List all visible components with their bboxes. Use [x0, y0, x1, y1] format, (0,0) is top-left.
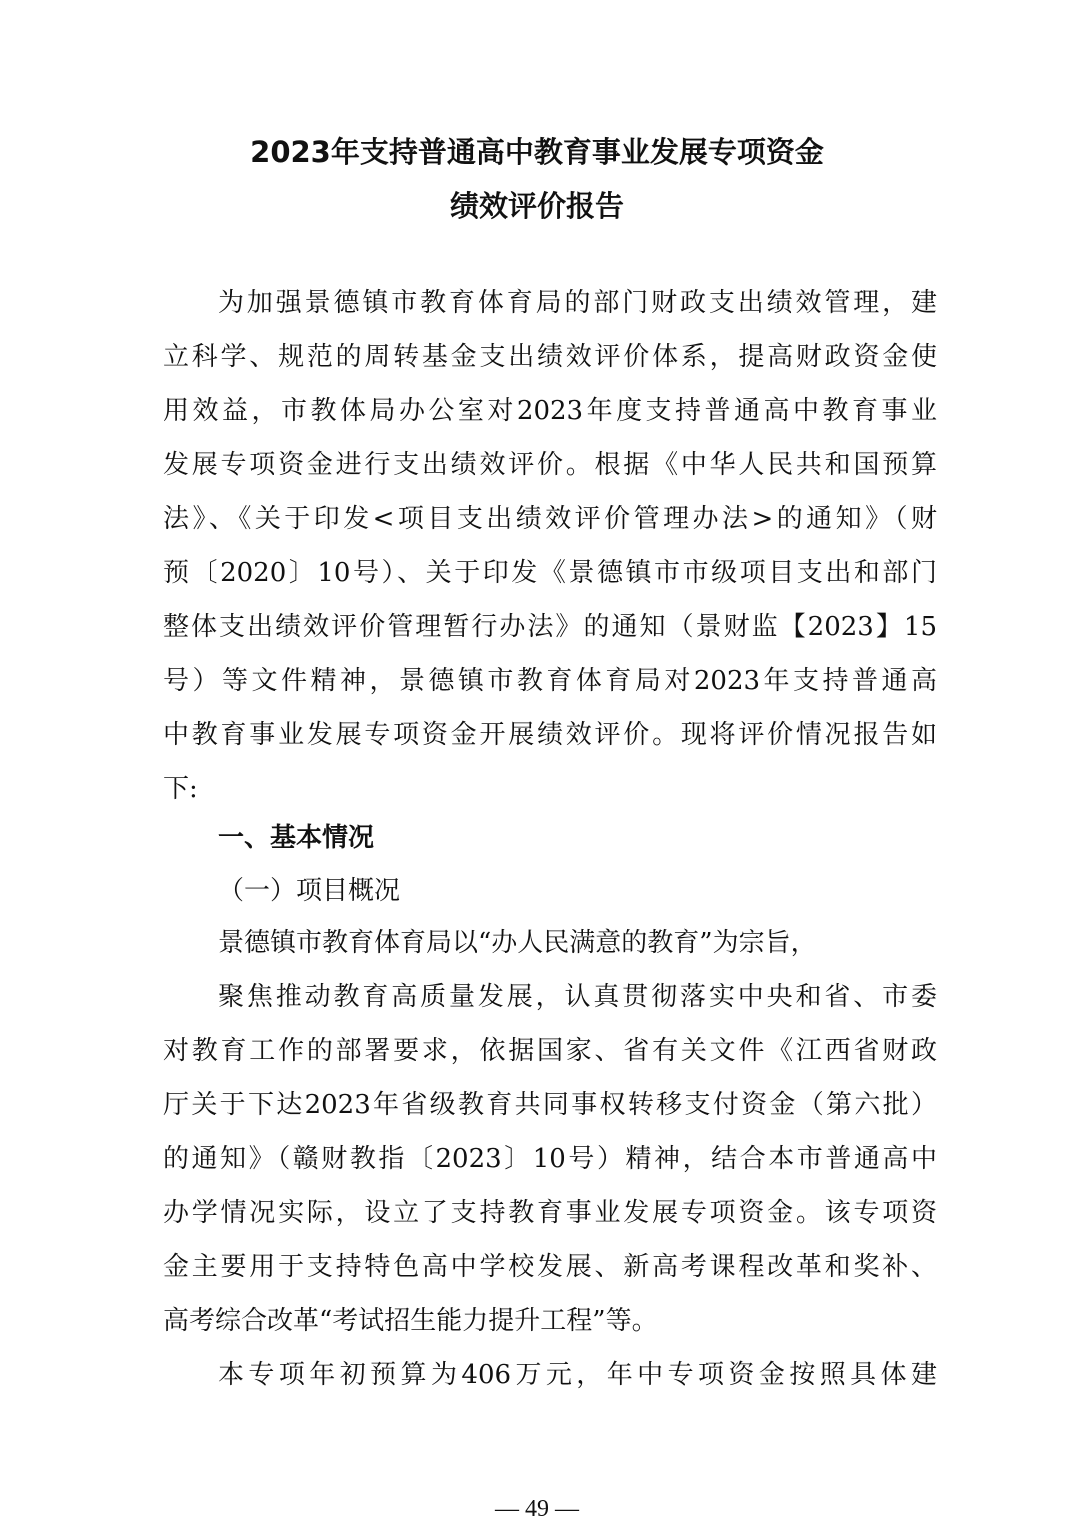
text-line: 下:	[163, 774, 198, 804]
document-body	[163, 276, 937, 1402]
page-number: — 49 —	[495, 1496, 579, 1522]
text-line: 整体支出绩效评价管理暂行办法》的通知（景财监【2023】15	[163, 612, 937, 642]
section-heading: 一、基本情况	[218, 823, 375, 853]
text-line: 法》、《关于印发<项目支出绩效评价管理办法>的通知》（财	[163, 504, 937, 534]
text-line: 办学情况实际，设立了支持教育事业发展专项资金。该专项资	[163, 1198, 937, 1228]
text-line: 立科学、规范的周转基金支出绩效评价体系，提高财政资金使	[163, 342, 937, 372]
document-title-line-2: 绩效评价报告	[449, 189, 624, 223]
text-line: 高考综合改革“考试招生能力提升工程”等。	[163, 1306, 658, 1336]
section-heading: （一）项目概况	[218, 876, 401, 906]
text-line: 预〔2020〕10号）、关于印发《景德镇市市级项目支出和部门	[163, 558, 937, 588]
text-line: 厅关于下达2023年省级教育共同事权转移支付资金（第六批）	[163, 1090, 937, 1120]
text-line: 为加强景德镇市教育体育局的部门财政支出绩效管理，建	[218, 288, 937, 318]
text-line: 发展专项资金进行支出绩效评价。根据《中华人民共和国预算	[163, 450, 937, 480]
text-line: 中教育事业发展专项资金开展绩效评价。现将评价情况报告如	[163, 720, 937, 750]
text-line: 金主要用于支持特色高中学校发展、新高考课程改革和奖补、	[163, 1252, 937, 1282]
text-line: 号）等文件精神，景德镇市教育体育局对2023年支持普通高	[163, 666, 937, 696]
text-line: 的通知》（赣财教指〔2023〕10号）精神，结合本市普通高中	[163, 1144, 937, 1174]
text-line: 用效益，市教体局办公室对2023年度支持普通高中教育事业	[163, 396, 937, 426]
document-title-line-1: 2023年支持普通高中教育事业发展专项资金	[250, 135, 824, 169]
text-line: 景德镇市教育体育局以“办人民满意的教育”为宗旨，	[218, 928, 817, 958]
text-line: 对教育工作的部署要求，依据国家、省有关文件《江西省财政	[163, 1036, 937, 1066]
text-line: 聚焦推动教育高质量发展，认真贯彻落实中央和省、市委	[218, 982, 937, 1012]
text-line: 本专项年初预算为406万元，年中专项资金按照具体建	[218, 1360, 937, 1390]
